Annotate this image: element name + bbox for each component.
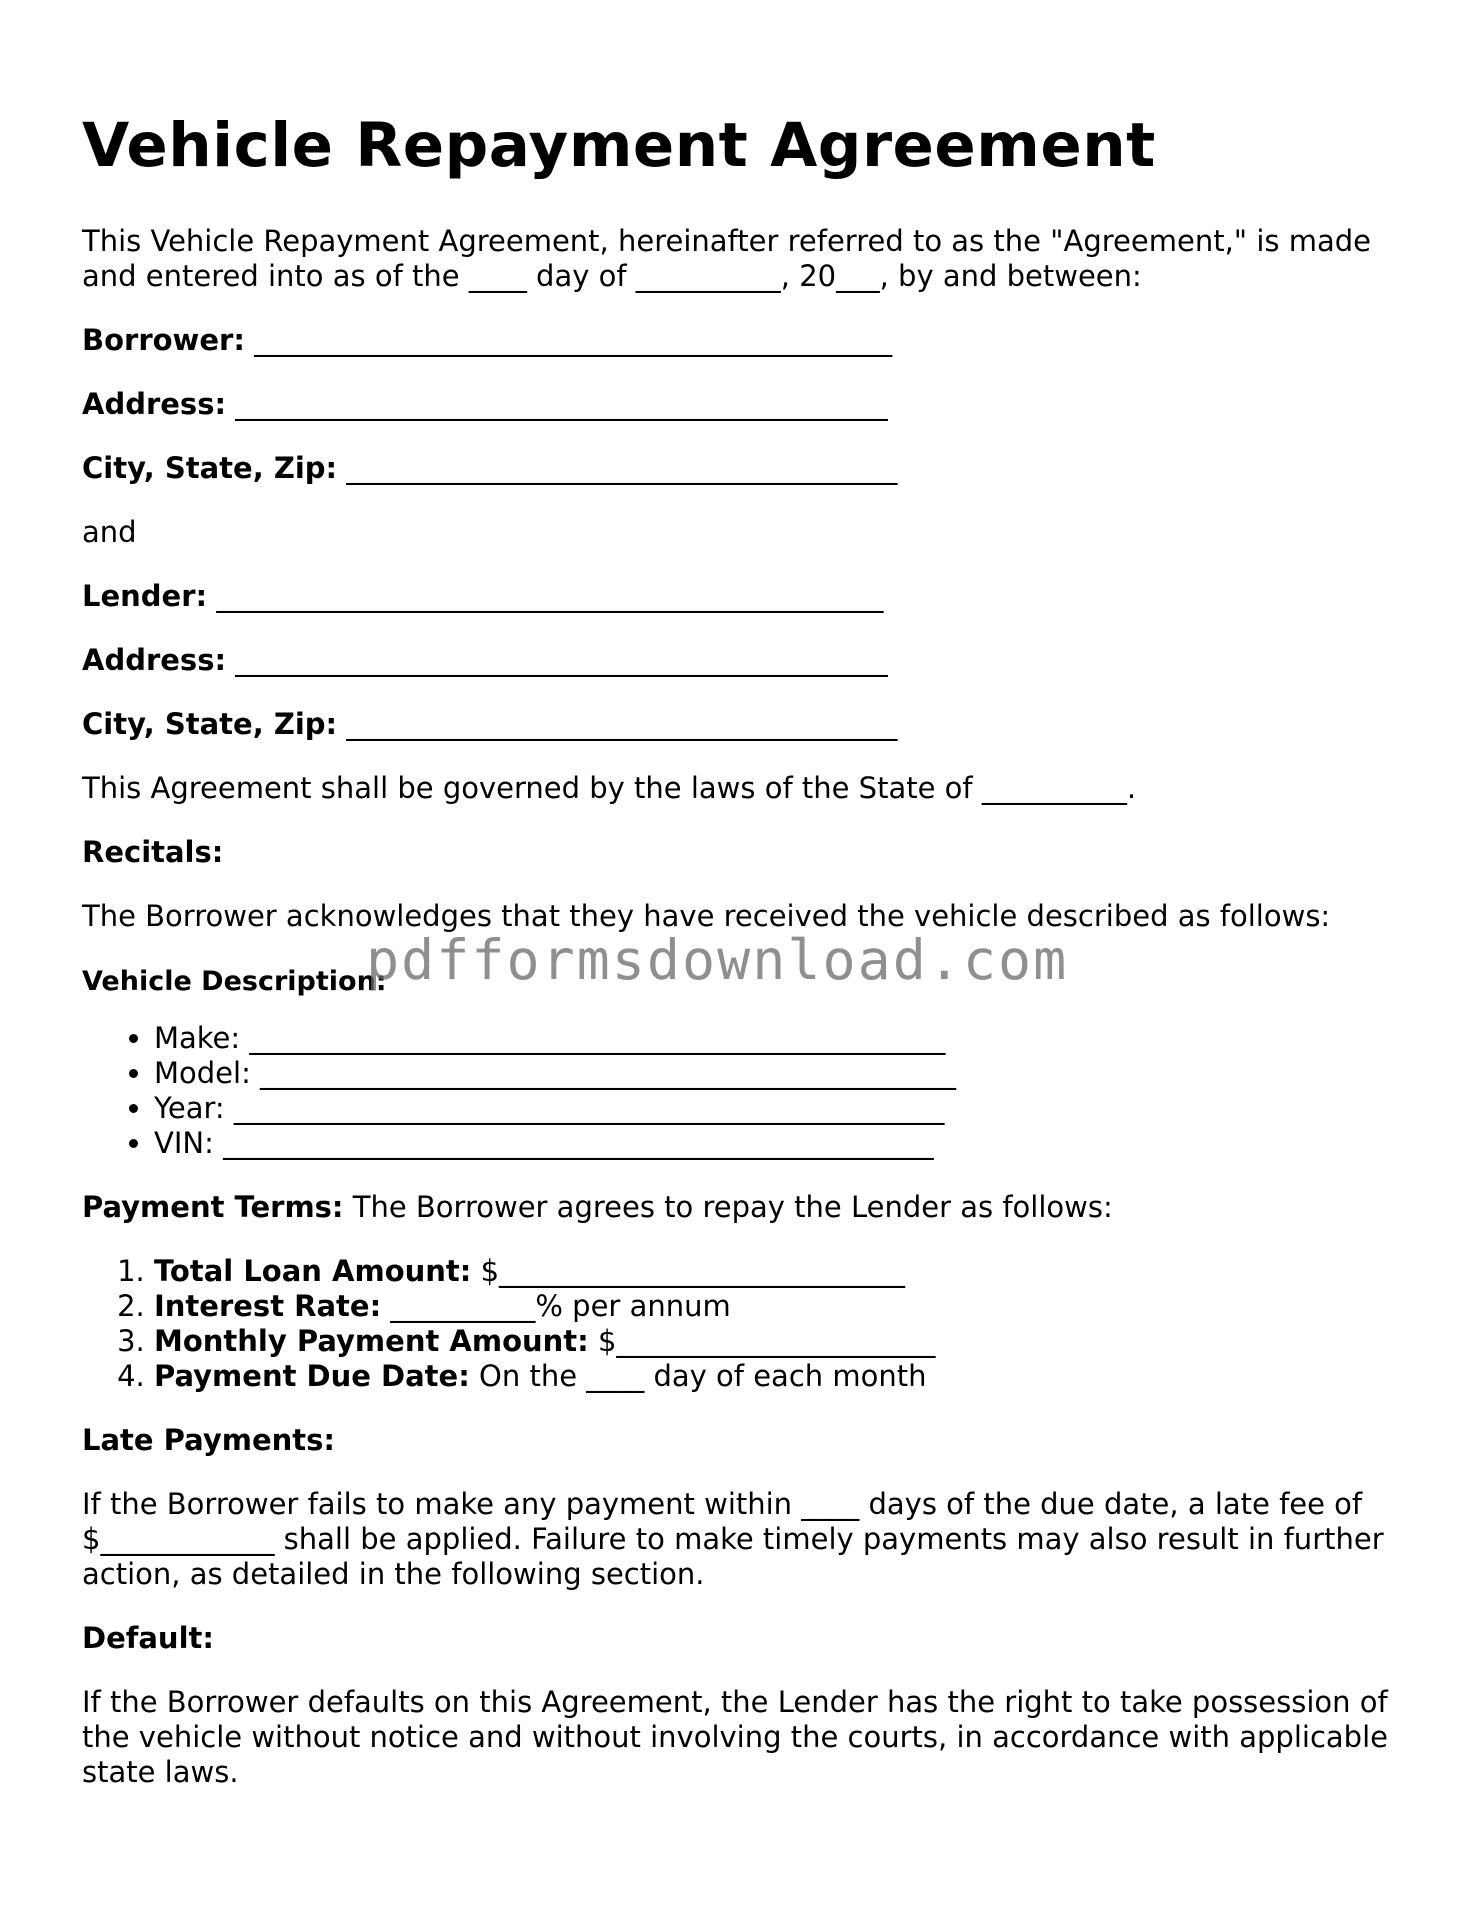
- borrower-address-blank: _____________________________________________: [226, 387, 888, 421]
- borrower-city-label: City, State, Zip:: [82, 451, 338, 485]
- document-title: Vehicle Repayment Agreement: [82, 110, 1156, 181]
- lender-address-field: [82, 643, 1402, 678]
- lender-city-field: [82, 707, 1402, 742]
- and-text: and: [82, 515, 137, 549]
- payment-item-label: Interest Rate:: [154, 1289, 382, 1323]
- default-heading: [82, 1621, 1402, 1656]
- list-item: [154, 1254, 1402, 1289]
- lender-city-blank: ______________________________________: [337, 707, 898, 741]
- lender-name-label: Lender:: [82, 579, 208, 613]
- payment-item-value: On the ____ day of each month: [469, 1359, 927, 1393]
- payment-terms-paragraph: [82, 1190, 1402, 1225]
- vehicle-heading-text: Vehicle Description:: [82, 966, 387, 997]
- payment-terms-heading: Payment Terms:: [82, 1190, 344, 1224]
- payment-item-label: Total Loan Amount:: [154, 1254, 472, 1288]
- lender-name-field: [82, 579, 1402, 614]
- late-payments-paragraph: If the Borrower fails to make any payment within ____ days of the due date, a late fee of $____________ shall be applied. Failure to make timely payments may also result in further action, as detailed in the following section.: [82, 1487, 1384, 1591]
- payment-terms-text: The Borrower agrees to repay the Lender as follows:: [343, 1190, 1113, 1224]
- borrower-city-field: [82, 451, 1402, 486]
- payment-item-value: $____________________________: [471, 1254, 906, 1288]
- late-payments-heading: [82, 1423, 1402, 1458]
- recitals-paragraph: The Borrower acknowledges that they have received the vehicle described as follows:: [82, 899, 1331, 933]
- borrower-address-field: [82, 387, 1402, 422]
- recitals-heading-text: Recitals:: [82, 835, 224, 869]
- intro-paragraph: This Vehicle Repayment Agreement, hereinafter referred to as the "Agreement," is made and entered into as of the ____ day of __________, 20___, by and between:: [82, 224, 1372, 293]
- borrower-name-label: Borrower:: [82, 323, 245, 357]
- list-item: • Year: _________________________________________________: [154, 1091, 1402, 1126]
- default-paragraph: If the Borrower defaults on this Agreement, the Lender has the right to take possession of the vehicle without notice and without involving the courts, in accordance with applicable state laws.: [82, 1685, 1388, 1789]
- governing-law-paragraph: This Agreement shall be governed by the laws of the State of __________.: [82, 771, 1137, 805]
- list-item: [154, 1324, 1402, 1359]
- late-payments-heading-text: Late Payments:: [82, 1423, 335, 1457]
- watermark-text: pdfformsdownload.com: [366, 928, 1069, 992]
- default-heading-text: Default:: [82, 1621, 214, 1655]
- list-item: [154, 1289, 1402, 1324]
- borrower-address-label: Address:: [82, 387, 227, 421]
- borrower-name-blank: ____________________________________________: [244, 323, 893, 357]
- payment-item-label: Payment Due Date:: [154, 1359, 470, 1393]
- borrower-city-blank: ______________________________________: [337, 451, 898, 485]
- payment-item-label: Monthly Payment Amount:: [154, 1324, 589, 1358]
- borrower-name-field: [82, 323, 1402, 358]
- payment-item-value: $______________________: [588, 1324, 936, 1358]
- payment-item-value: __________% per annum: [381, 1289, 731, 1323]
- list-item: • VIN: _________________________________________________: [154, 1126, 1402, 1161]
- lender-city-label: City, State, Zip:: [82, 707, 338, 741]
- lender-address-blank: _____________________________________________: [226, 643, 888, 677]
- recitals-heading: [82, 835, 1402, 870]
- payment-terms-list: [82, 1254, 1402, 1394]
- lender-name-blank: ______________________________________________: [207, 579, 884, 613]
- list-item: • Make: ________________________________________________: [154, 1021, 1402, 1056]
- lender-address-label: Address:: [82, 643, 227, 677]
- vehicle-list: [82, 1021, 1402, 1161]
- list-item: • Model: ________________________________________________: [154, 1056, 1402, 1091]
- list-item: [154, 1359, 1402, 1394]
